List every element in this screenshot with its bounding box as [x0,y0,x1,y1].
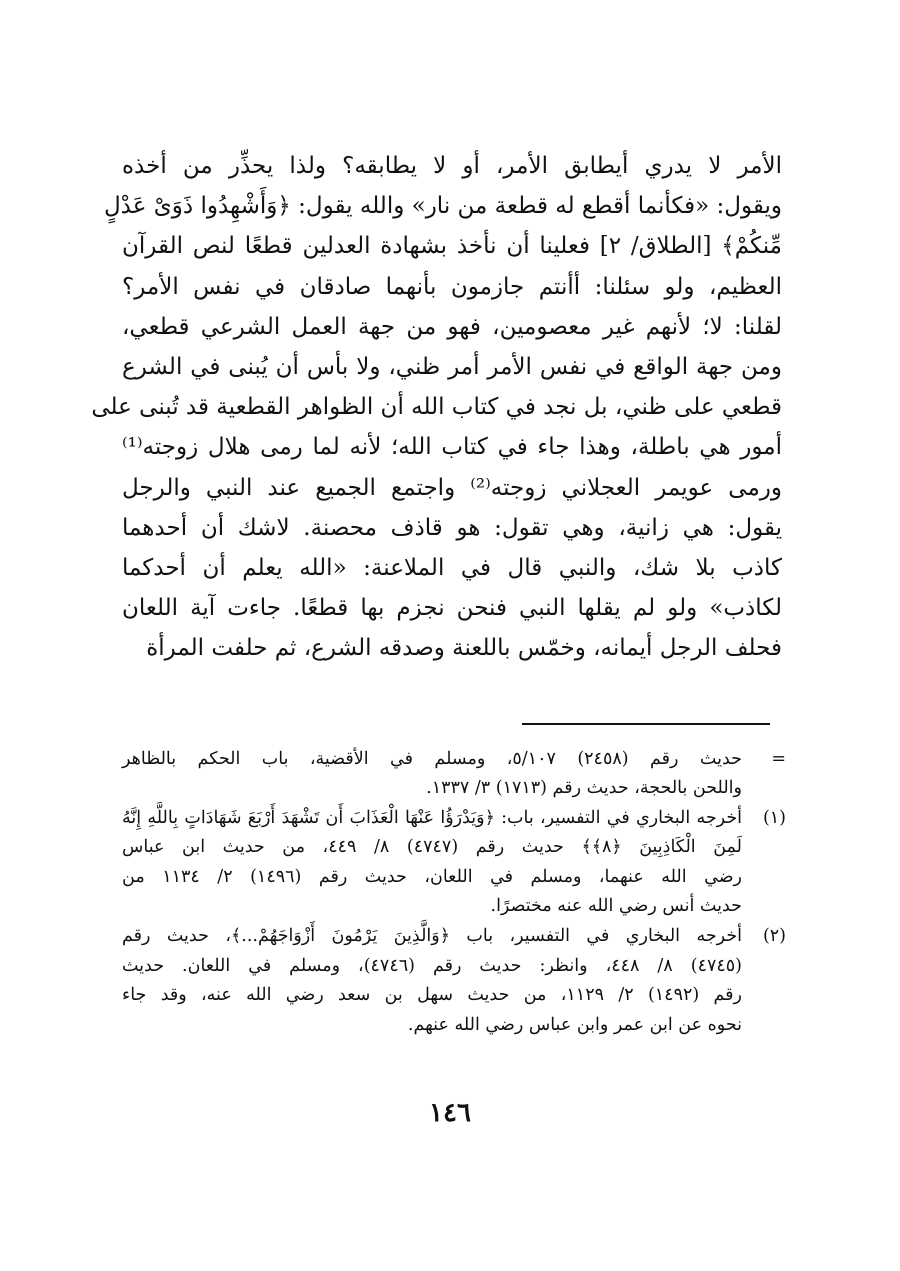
footnote-line: حديث رقم (٢٤٥٨) ٥/١٠٧، ومسلم في الأقضية، باب الحكم بالظاهر [122,749,742,769]
main-text [91,146,783,669]
footnote-line: أخرجه البخاري في التفسير، باب ﴿وَالَّذِينَ يَرْمُونَ أَزْوَاجَهُمْ...﴾، حديث رقم [122,926,742,947]
text-line: مِّنكُمْ﴾ [الطلاق/ ٢] فعلينا أن نأخذ بشهادة العدلين قطعًا لنص القرآن [122,233,782,260]
footnote-separator [522,723,770,725]
footnote-line: لَمِنَ الْكَاذِبِينَ ﴿٨﴾﴾ حديث رقم (٤٧٤٧) ٨/ ٤٤٩، من حديث ابن عباس [122,837,743,858]
footnote-line: رضي الله عنهما، ومسلم في اللعان، حديث رقم (١٤٩٦) ٢/ ١١٣٤ من [122,866,743,887]
footnote-continued [122,745,786,804]
footnotes [122,745,786,1041]
text-line: لكاذب» ولو لم يقلها النبي فنحن نجزم بها قطعًا. جاءت آية اللعان [122,595,783,622]
footnote-marker: (١) [762,807,786,828]
footnote-line: واللحن بالحجة، حديث رقم (١٧١٣) ٣/ ١٣٣٧. [426,778,742,799]
text-line: ويقول: «فكأنما أقطع له قطعة من نار» والله يقول: ﴿وَأَشْهِدُوا ذَوَىْ عَدْلٍ [103,193,782,220]
text-line: أمور هي باطلة، وهذا جاء في كتاب الله؛ لأنه لما رمى هلال زوجته⁽¹⁾ [122,434,782,461]
footnote-line: (٤٧٤٥) ٨/ ٤٤٨، وانظر: حديث رقم (٤٧٤٦)، ومسلم في اللعان. حديث [122,955,742,976]
footnote-marker: (٢) [762,926,786,947]
text-line: ورمى عويمر العجلاني زوجته⁽²⁾ واجتمع الجميع عند النبي والرجل [122,474,782,501]
page-number: ١٤٦ [429,1098,471,1128]
footnote-2 [122,922,786,1040]
text-line: ومن جهة الواقع في نفس الأمر أمر ظني، ولا بأس أن يُبنى في الشرع [122,354,782,381]
text-line: يقول: هي زانية، وهي تقول: هو قاذف محصنة. لاشك أن أحدهما [122,514,782,541]
footnote-marker: = [771,749,786,769]
text-line: كاذب بلا شك، والنبي قال في الملاعنة: «الله يعلم أن أحدكما [122,555,782,582]
footnote-line: حديث أنس رضي الله عنه مختصرًا. [490,896,742,917]
text-line: لقلنا: لا؛ لأنهم غير معصومين، فهو من جهة العمل الشرعي قطعي، [122,313,782,340]
footnote-1 [122,804,786,922]
footnote-line: أخرجه البخاري في التفسير، باب: ﴿وَيَدْرَؤُا عَنْهَا الْعَذَابَ أَن تَشْهَدَ أَرْبَعَ شَهَادَاتٍ بِاللَّهِ إِنَّهُ [122,807,742,828]
text-line: العظيم، ولو سئلنا: أأنتم جازمون بأنهما صادقان في نفس الأمر؟ [122,273,783,300]
text-line: فحلف الرجل أيمانه، وخمّس باللعنة وصدقه الشرع، ثم حلفت المرأة [146,635,782,662]
text-line: الأمر لا يدري أيطابق الأمر، أو لا يطابقه؟ ولذا يحذِّر من أخذه [122,153,782,179]
footnote-line: رقم (١٤٩٢) ٢/ ١١٢٩، من حديث سهل بن سعد رضي الله عنه، وقد جاء [122,985,742,1006]
text-line: قطعي على ظني، بل نجد في كتاب الله أن الظواهر القطعية قد تُبنى على [91,394,782,421]
footnote-line: نحوه عن ابن عمر وابن عباس رضي الله عنهم. [407,1014,742,1035]
